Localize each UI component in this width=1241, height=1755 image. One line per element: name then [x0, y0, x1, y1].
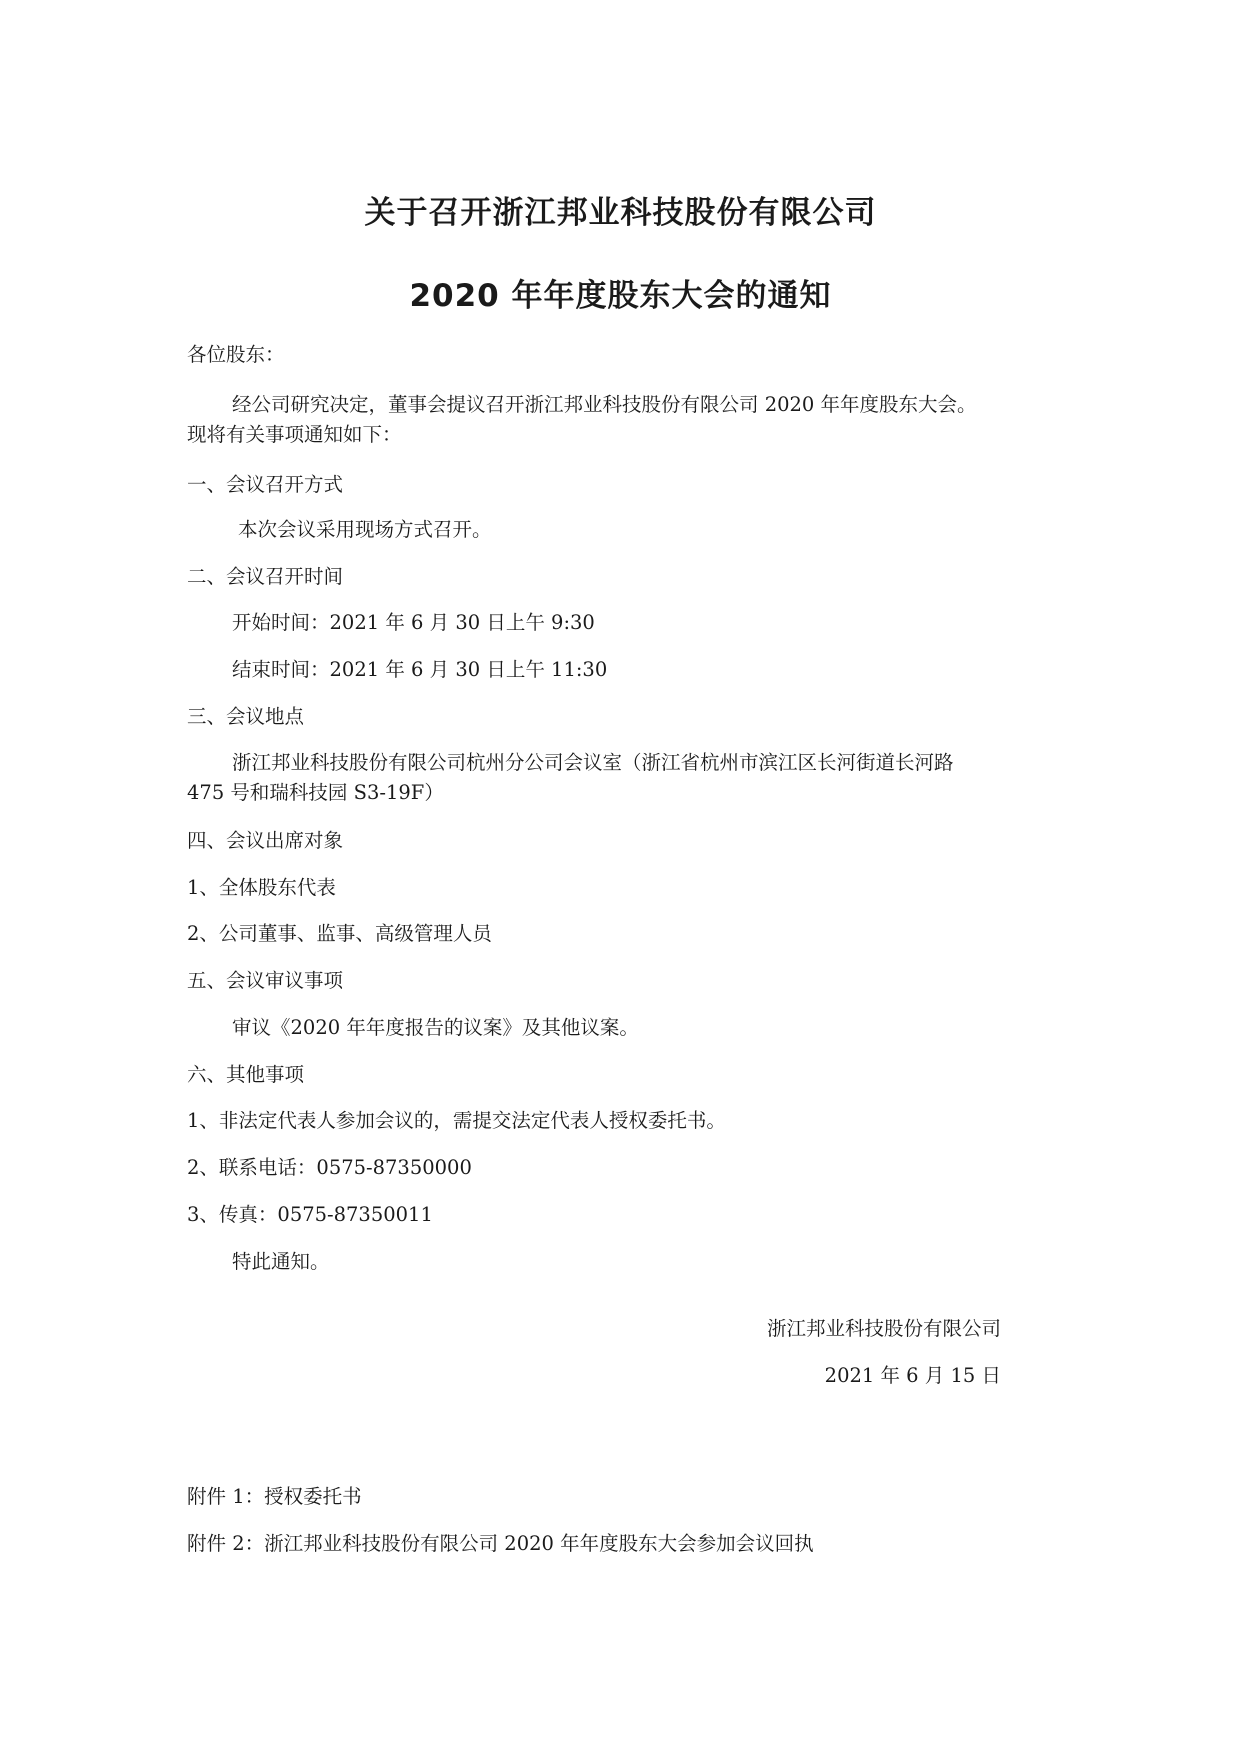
other-item-1: 1、非法定代表人参加会议的，需提交法定代表人授权委托书。: [187, 1109, 726, 1132]
end-time: 结束时间：2021 年 6 月 30 日上午 11:30: [232, 658, 608, 681]
attendee-item-2: 2、公司董事、监事、高级管理人员: [187, 922, 492, 945]
signature-date: 2021 年 6 月 15 日: [824, 1363, 1001, 1387]
section-1-content: 本次会议采用现场方式召开。: [238, 518, 492, 541]
location-line-1: 浙江邦业科技股份有限公司杭州分公司会议室（浙江省杭州市滨江区长河街道长河路: [232, 751, 954, 774]
intro-line-1: 经公司研究决定，董事会提议召开浙江邦业科技股份有限公司 2020 年年度股东大会。: [232, 393, 977, 416]
fax-number: 3、传真：0575-87350011: [187, 1203, 433, 1226]
document-title-line-1: 关于召开浙江邦业科技股份有限公司: [364, 195, 877, 231]
document-title-line-2: 2020 年年度股东大会的通知: [409, 278, 832, 314]
review-content: 审议《2020 年年度报告的议案》及其他议案。: [232, 1016, 639, 1039]
intro-line-2: 现将有关事项通知如下：: [187, 423, 402, 446]
section-2-heading: 二、会议召开时间: [187, 565, 344, 588]
section-1-heading: 一、会议召开方式: [187, 473, 344, 496]
section-4-heading: 四、会议出席对象: [187, 829, 344, 852]
section-6-heading: 六、其他事项: [187, 1063, 305, 1086]
section-3-heading: 三、会议地点: [187, 705, 305, 728]
attachment-1: 附件 1：授权委托书: [187, 1485, 362, 1508]
location-line-2: 475 号和瑞科技园 S3-19F）: [187, 781, 444, 804]
attendee-item-1: 1、全体股东代表: [187, 876, 336, 899]
closing-remark: 特此通知。: [232, 1250, 330, 1273]
attachment-2: 附件 2：浙江邦业科技股份有限公司 2020 年年度股东大会参加会议回执: [187, 1532, 814, 1555]
signature-company: 浙江邦业科技股份有限公司: [766, 1316, 1001, 1340]
contact-phone: 2、联系电话：0575-87350000: [187, 1156, 472, 1179]
salutation: 各位股东：: [187, 343, 285, 366]
start-time: 开始时间：2021 年 6 月 30 日上午 9:30: [232, 611, 595, 634]
section-5-heading: 五、会议审议事项: [187, 969, 344, 992]
